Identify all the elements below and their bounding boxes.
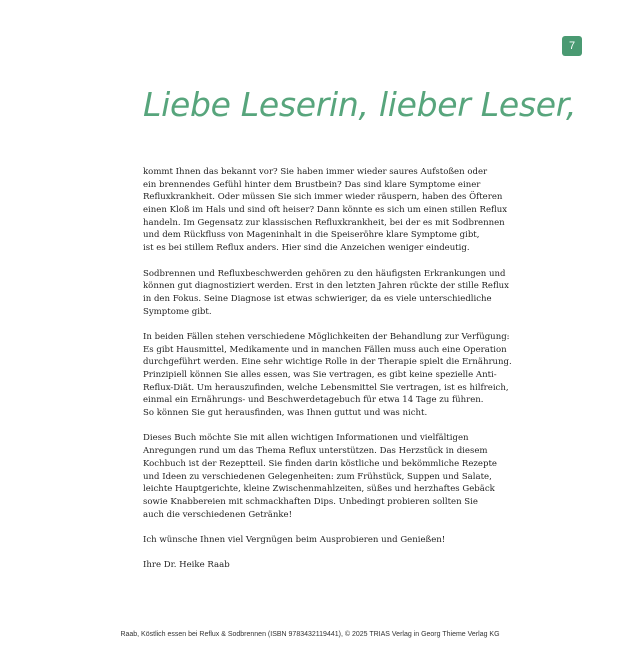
text-line: Prinzipiell können Sie alles essen, was Sie vertragen, es gibt keine spezielle Anti- bbox=[143, 370, 497, 380]
paragraph bbox=[143, 331, 512, 420]
text-line: Kochbuch ist der Rezeptteil. Sie finden darin köstliche und bekömmliche Rezepte bbox=[143, 458, 497, 469]
text-line: Ihre Dr. Heike Raab bbox=[143, 560, 230, 571]
text-line: sowie Knabbereien mit schmackhaften Dips. Unbedingt probieren sollten Sie bbox=[143, 496, 478, 507]
text-line: ist es bei stillem Reflux anders. Hier sind die Anzeichen weniger eindeutig. bbox=[143, 243, 470, 254]
paragraph bbox=[143, 534, 488, 547]
text-line: kommt Ihnen das bekannt vor? Sie haben immer wieder saures Aufstoßen oder bbox=[143, 167, 488, 177]
letter-body bbox=[143, 166, 512, 585]
text-line: einen Kloß im Hals und sind oft heiser? Dann könnte es sich um einen stillen Reflux bbox=[143, 205, 508, 216]
text-line: Es gibt Hausmittel, Medikamente und in manchen Fällen muss auch eine Operation bbox=[143, 344, 507, 355]
paragraph bbox=[143, 559, 488, 572]
text-line: Ich wünsche Ihnen viel Vergnügen beim Ausprobieren und Genießen! bbox=[143, 534, 446, 545]
text-line: Reflux-Diät. Um herauszufinden, welche Lebensmittel Sie vertragen, ist es hilfreich, bbox=[143, 382, 509, 393]
text-line: in den Fokus. Seine Diagnose ist etwas schwieriger, da es viele unterschiedliche bbox=[143, 293, 492, 304]
text-line: So können Sie gut herausfinden, was Ihnen guttut und was nicht. bbox=[143, 408, 428, 419]
text-line: In beiden Fällen stehen verschiedene Möglichkeiten der Behandlung zur Verfügung: bbox=[143, 331, 510, 342]
paragraph bbox=[143, 166, 508, 255]
text-line: Anregungen rund um das Thema Reflux unterstützen. Das Herzstück in diesem bbox=[143, 446, 488, 457]
copyright-footer: Raab, Köstlich essen bei Reflux & Sodbrennen (ISBN 9783432119441), © 2025 TRIAS Verlag in Georg Thieme Verlag KG bbox=[120, 631, 500, 638]
text-line: und Ideen zu verschiedenen Gelegenheiten: zum Frühstück, Suppen und Salate, bbox=[143, 471, 492, 482]
paragraph bbox=[143, 432, 497, 521]
text-line: und dem Rückfluss von Mageninhalt in die Speiseröhre klare Symptome gibt, bbox=[143, 230, 480, 241]
text-line: Dieses Buch möchte Sie mit allen wichtigen Informationen und vielfältigen bbox=[143, 433, 469, 444]
text-line: ein brennendes Gefühl hinter dem Brustbein? Das sind klare Symptome einer bbox=[143, 179, 481, 190]
text-line: können gut diagnostiziert werden. Erst in den letzten Jahren rückte der stille Reflux bbox=[143, 281, 509, 292]
text-line: Symptome gibt. bbox=[143, 306, 212, 317]
greeting-heading: Liebe Leserin, lieber Leser, bbox=[143, 85, 577, 124]
text-line: einmal ein Ernährungs- und Beschwerdetagebuch für etwa 14 Tage zu führen. bbox=[143, 395, 484, 406]
paragraph bbox=[143, 268, 509, 319]
text-line: handeln. Im Gegensatz zur klassischen Refluxkrankheit, bei der es mit Sodbrennen bbox=[143, 217, 505, 228]
page-number-badge: 7 bbox=[562, 36, 582, 56]
text-line: leichte Hauptgerichte, kleine Zwischenmahlzeiten, süßes und herzhaftes Gebäck bbox=[143, 484, 495, 495]
text-line: Sodbrennen und Refluxbeschwerden gehören zu den häufigsten Erkrankungen und bbox=[143, 268, 506, 279]
text-line: Refluxkrankheit. Oder müssen Sie sich immer wieder räuspern, haben des Öfteren bbox=[143, 192, 503, 203]
text-line: durchgeführt werden. Eine sehr wichtige Rolle in der Therapie spielt die Ernährung. bbox=[143, 357, 512, 368]
text-line: auch die verschiedenen Getränke! bbox=[143, 509, 293, 520]
